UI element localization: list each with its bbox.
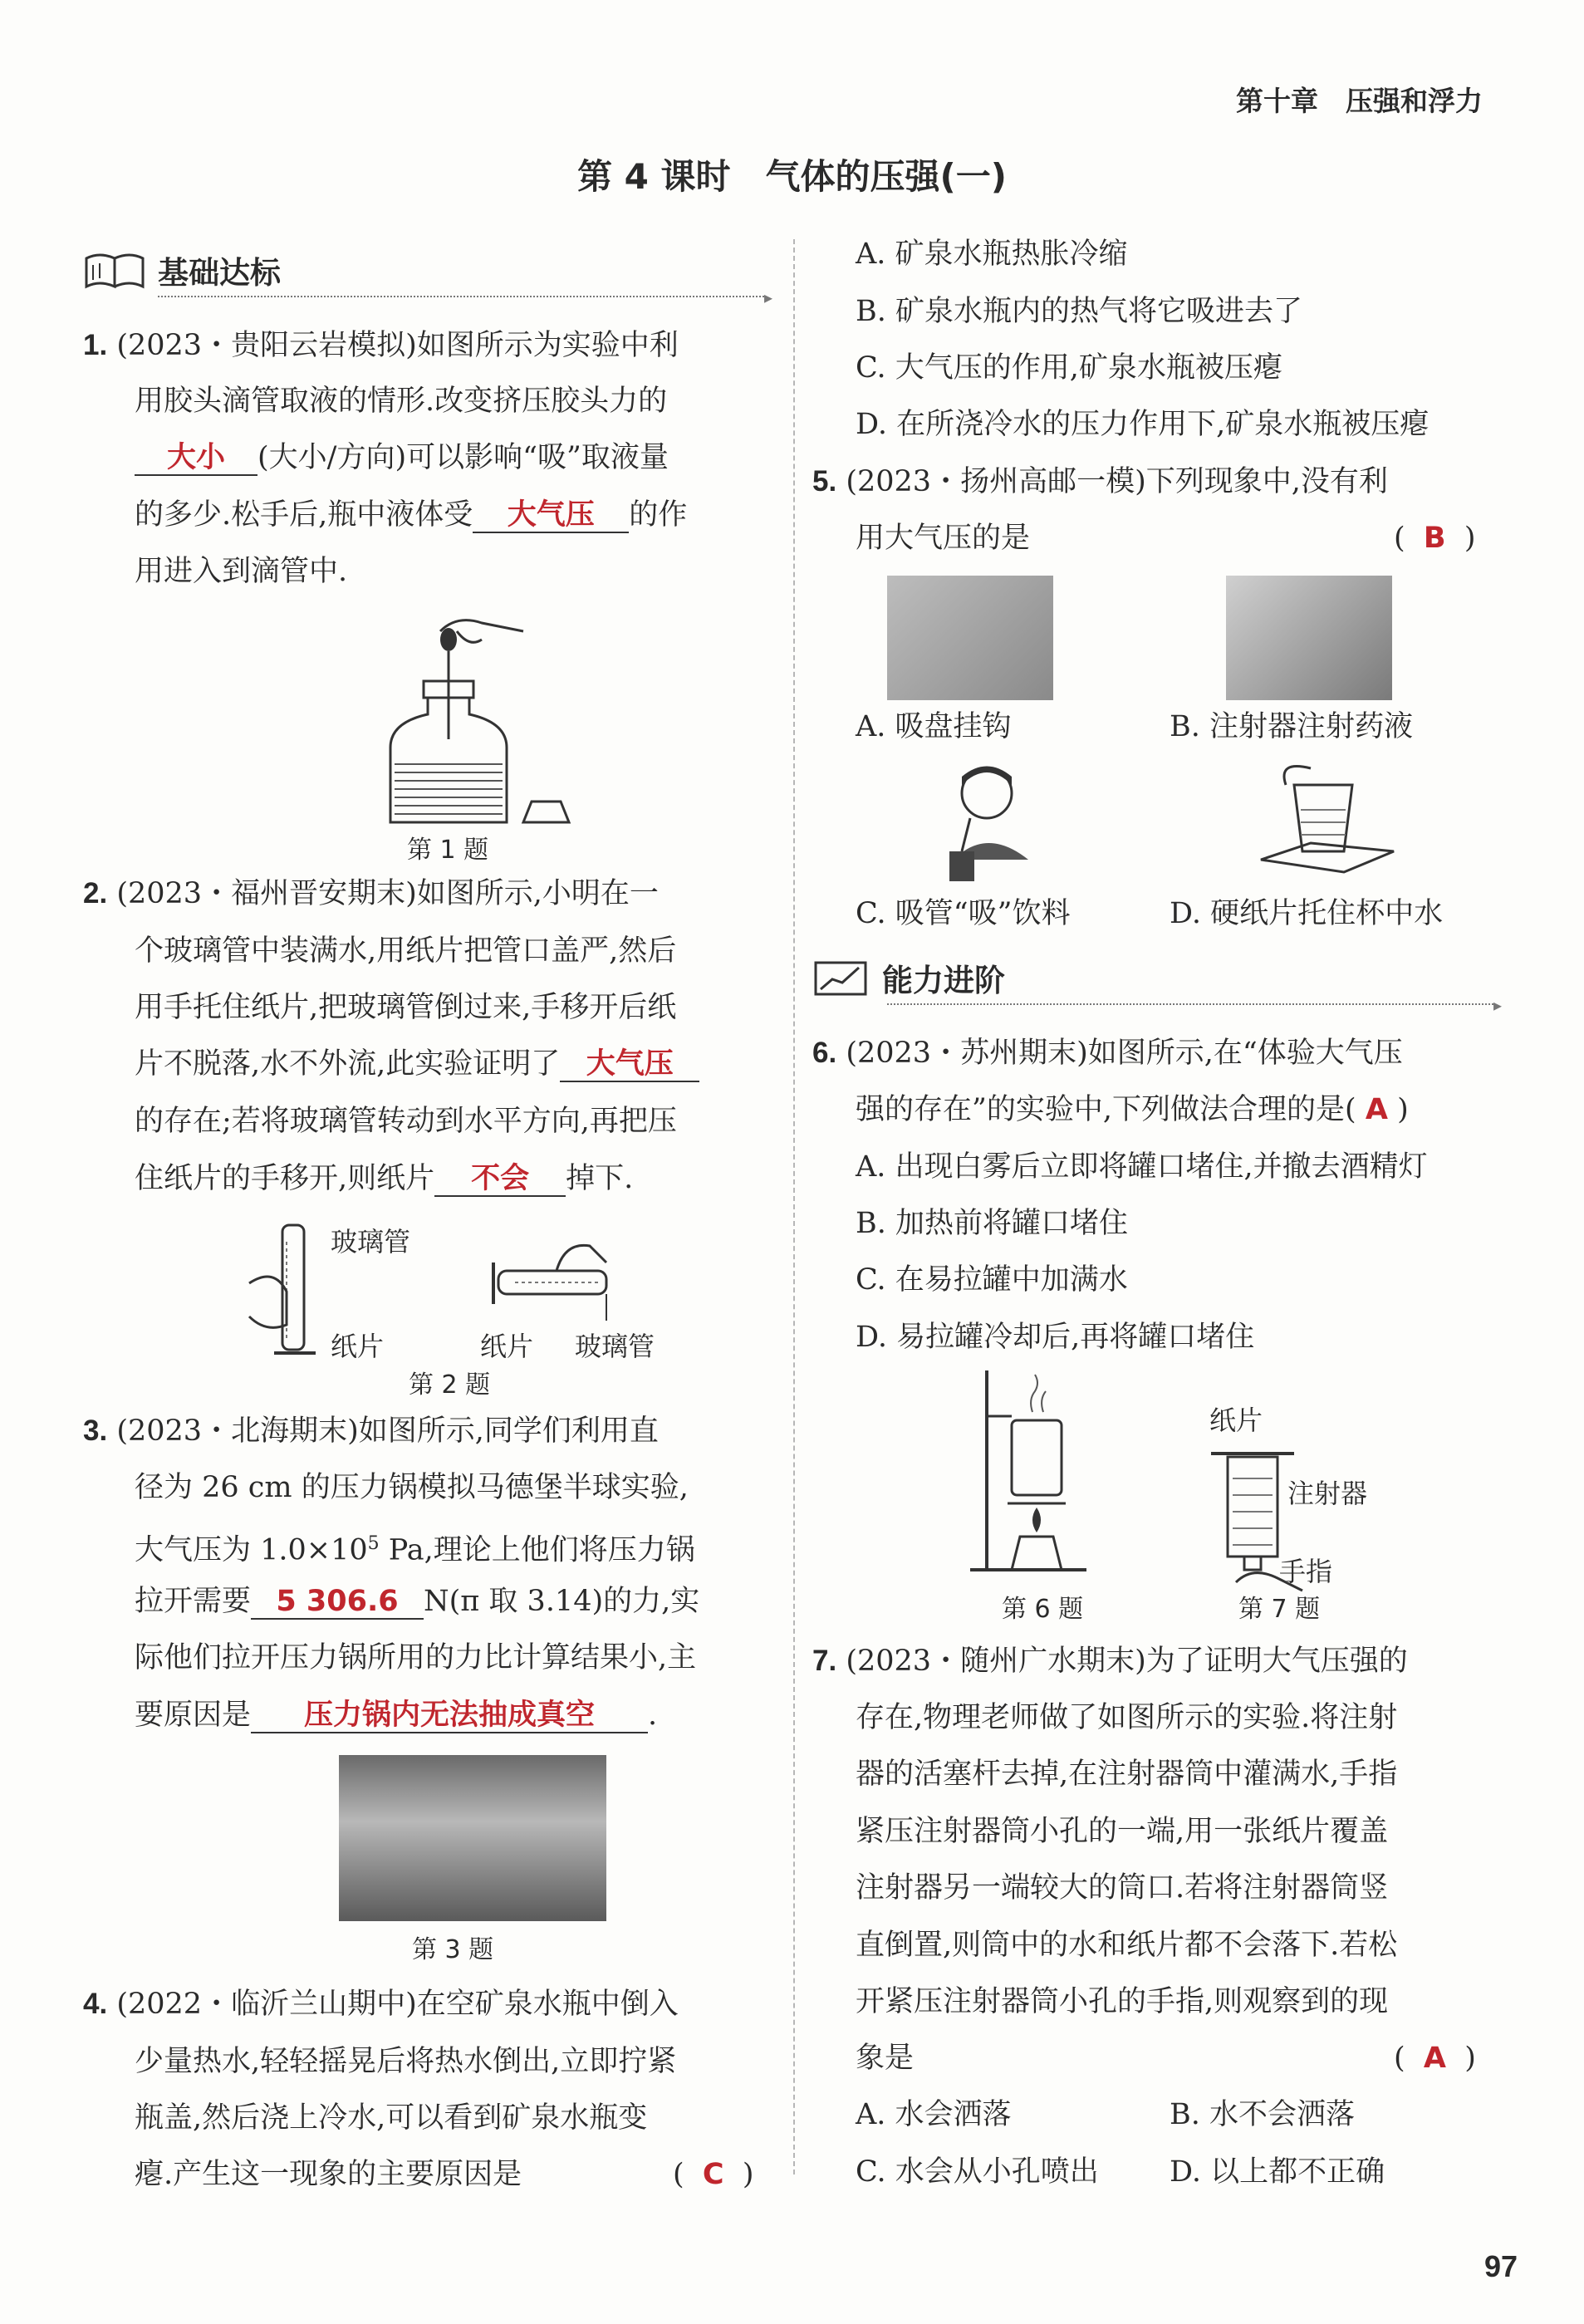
- q4-answer: C: [702, 2158, 724, 2191]
- q1-caption: 第 1 题: [407, 836, 489, 865]
- q5-straw-drinking-figure: [937, 760, 1037, 885]
- q2-label-tube-2: 玻璃管: [575, 1331, 655, 1362]
- q2-label-paper: 纸片: [331, 1331, 385, 1362]
- q2-answer-2: 不会: [434, 1162, 566, 1197]
- q3-line-2: 径为 26 cm 的压力锅模拟马德堡半球实验,: [135, 1471, 689, 1504]
- q7-label-syringe: 注射器: [1287, 1478, 1368, 1509]
- q2-line-2: 个玻璃管中装满水,用纸片把管口盖严,然后: [135, 934, 677, 968]
- q5-card-cup-figure: [1261, 760, 1394, 885]
- section-basic: [83, 249, 772, 307]
- page-title: 第 4 课时 气体的压强(一): [577, 156, 1007, 197]
- q7-answer-paren: ( A ): [1394, 2042, 1476, 2075]
- q5-number: 5.: [812, 465, 837, 498]
- q6-can-heating-figure: [962, 1370, 1095, 1578]
- q3-number: 3.: [83, 1415, 108, 1447]
- q5-answer-paren: ( B ): [1394, 522, 1476, 555]
- q3-line-5: 际他们拉开压力锅所用的力比计算结果小,主: [135, 1641, 697, 1674]
- section-advanced: [812, 957, 1502, 1015]
- q4-option-b: B. 矿泉水瓶内的热气将它吸进去了: [856, 295, 1302, 328]
- q2-line-3: 用手托住纸片,把玻璃管倒过来,手移开后纸: [135, 991, 677, 1024]
- q4-line-2: 少量热水,轻轻摇晃后将热水倒出,立即拧紧: [135, 2045, 677, 2078]
- book-icon: [83, 250, 150, 290]
- q3-photo-pressure-cooker: [339, 1755, 606, 1921]
- q1-answer-1: 大小: [135, 441, 257, 476]
- q7-option-d: D. 以上都不正确: [1170, 2155, 1385, 2189]
- q1-number: 1.: [83, 329, 108, 361]
- q6-line-1: 6. (2023・苏州期末)如图所示,在“体验大气压: [812, 1037, 1403, 1070]
- q1-line-4: 的多少.松手后,瓶中液体受 大气压 的作: [135, 498, 688, 532]
- q7-line-2: 存在,物理老师做了如图所示的实验.将注射: [856, 1701, 1398, 1734]
- q7-line-6: 直倒置,则筒中的水和纸片都不会落下.若松: [856, 1929, 1398, 1962]
- q2-horizontal-tube-figure: [482, 1238, 623, 1321]
- q4-answer-paren: ( C ): [673, 2158, 754, 2191]
- q7-option-c: C. 水会从小孔喷出: [856, 2155, 1099, 2189]
- q4-option-c: C. 大气压的作用,矿泉水瓶被压瘪: [856, 351, 1282, 385]
- q2-label-paper-2: 纸片: [480, 1331, 534, 1362]
- q5-photo-suction-hook: [887, 576, 1053, 700]
- column-divider: [793, 239, 795, 2174]
- q4-line-3: 瓶盖,然后浇上冷水,可以看到矿泉水瓶变: [135, 2101, 648, 2135]
- q5-option-a: A. 吸盘挂钩: [856, 710, 1012, 743]
- q3-line-6: 要原因是 压力锅内无法抽成真空 .: [135, 1699, 658, 1732]
- q7-line-1: 7. (2023・随州广水期末)为了证明大气压强的: [812, 1645, 1408, 1678]
- q7-option-a: A. 水会洒落: [856, 2098, 1012, 2131]
- chart-icon: [812, 958, 870, 998]
- section-rule-2: [887, 1003, 1493, 1005]
- q6-number: 6.: [812, 1037, 837, 1069]
- q1-line-1: 1. (2023・贵阳云岩模拟)如图所示为实验中利: [83, 329, 679, 362]
- q7-option-b: B. 水不会洒落: [1170, 2098, 1355, 2131]
- q6-option-c: C. 在易拉罐中加满水: [856, 1263, 1128, 1297]
- q1-line-2: 用胶头滴管取液的情形.改变挤压胶头力的: [135, 385, 668, 418]
- section-rule: [158, 296, 764, 297]
- q4-option-a: A. 矿泉水瓶热胀冷缩: [856, 238, 1128, 271]
- arrow-icon-2: ▸: [1493, 995, 1502, 1015]
- q1-dropper-bottle-figure: [357, 606, 548, 822]
- q2-label-tube: 玻璃管: [331, 1226, 411, 1258]
- page-number: 97: [1483, 2249, 1518, 2283]
- q1-line-5: 用进入到滴管中.: [135, 555, 348, 588]
- q7-caption: 第 7 题: [1238, 1595, 1321, 1624]
- q3-answer-2: 压力锅内无法抽成真空: [251, 1699, 648, 1733]
- q5-option-d: D. 硬纸片托住杯中水: [1170, 897, 1444, 930]
- q3-line-3: 大气压为 $1.0\times 10^5$ Pa,理论上他们将压力锅: [135, 1533, 695, 1567]
- q4-line-4: 瘪.产生这一现象的主要原因是: [135, 2158, 522, 2191]
- q2-caption: 第 2 题: [409, 1370, 491, 1400]
- q7-label-finger: 手指: [1279, 1556, 1333, 1587]
- q4-line-1: 4. (2022・临沂兰山期中)在空矿泉水瓶中倒入: [83, 1988, 679, 2021]
- q7-label-paper: 纸片: [1209, 1405, 1263, 1436]
- q2-vertical-tube-figure: [249, 1217, 316, 1366]
- q7-number: 7.: [812, 1645, 837, 1677]
- q6-option-d: D. 易拉罐冷却后,再将罐口堵住: [856, 1321, 1255, 1354]
- q6-option-a: A. 出现白雾后立即将罐口堵住,并撤去酒精灯: [856, 1150, 1428, 1184]
- section-basic-title: 基础达标: [158, 255, 281, 291]
- q2-line-6: 住纸片的手移开,则纸片 不会 掉下.: [135, 1162, 634, 1195]
- section-advanced-title: 能力进阶: [882, 963, 1005, 998]
- arrow-icon: ▸: [763, 287, 772, 307]
- q2-number: 2.: [83, 877, 108, 909]
- q7-answer: A: [1423, 2042, 1446, 2075]
- q2-answer-1: 大气压: [560, 1047, 699, 1082]
- q7-line-4: 紧压注射器筒小孔的一端,用一张纸片覆盖: [856, 1815, 1389, 1848]
- q5-line-1: 5. (2023・扬州高邮一模)下列现象中,没有利: [812, 465, 1388, 498]
- q5-photo-syringe: [1226, 576, 1392, 700]
- q5-option-b: B. 注射器注射药液: [1170, 710, 1413, 743]
- q6-line-2: 强的存在”的实验中,下列做法合理的是( A ): [856, 1093, 1409, 1126]
- q3-caption: 第 3 题: [412, 1935, 494, 1964]
- q6-option-b: B. 加热前将罐口堵住: [856, 1207, 1128, 1240]
- chapter-header: 第十章 压强和浮力: [1236, 85, 1483, 117]
- q2-line-4: 片不脱落,水不外流,此实验证明了 大气压: [135, 1045, 699, 1083]
- q3-line-1: 3. (2023・北海期末)如图所示,同学们利用直: [83, 1415, 659, 1448]
- q7-line-5: 注射器另一端较大的筒口.若将注射器筒竖: [856, 1871, 1389, 1905]
- q2-line-1: 2. (2023・福州晋安期末)如图所示,小明在一: [83, 877, 659, 910]
- q5-answer: B: [1423, 522, 1446, 555]
- q6-caption: 第 6 题: [1002, 1595, 1084, 1624]
- q1-answer-2: 大气压: [473, 498, 629, 533]
- q7-line-8: 象是: [856, 2042, 915, 2075]
- q2-line-5: 的存在;若将玻璃管转动到水平方向,再把压: [135, 1105, 677, 1138]
- q5-line-2: 用大气压的是: [856, 522, 1031, 555]
- q4-option-d: D. 在所浇冷水的压力作用下,矿泉水瓶被压瘪: [856, 408, 1430, 441]
- q3-answer-1: 5 306.6: [251, 1585, 424, 1620]
- q7-line-3: 器的活塞杆去掉,在注射器筒中灌满水,手指: [856, 1758, 1398, 1791]
- q7-line-7: 开紧压注射器筒小孔的手指,则观察到的现: [856, 1985, 1389, 2018]
- q1-line-3: 大小 (大小/方向)可以影响“吸”取液量: [135, 439, 669, 477]
- q6-answer: A: [1365, 1093, 1388, 1126]
- q5-option-c: C. 吸管“吸”饮料: [856, 897, 1071, 930]
- q4-number: 4.: [83, 1988, 108, 2020]
- q3-line-4: 拉开需要 5 306.6 N(π 取 3.14)的力,实: [135, 1585, 700, 1618]
